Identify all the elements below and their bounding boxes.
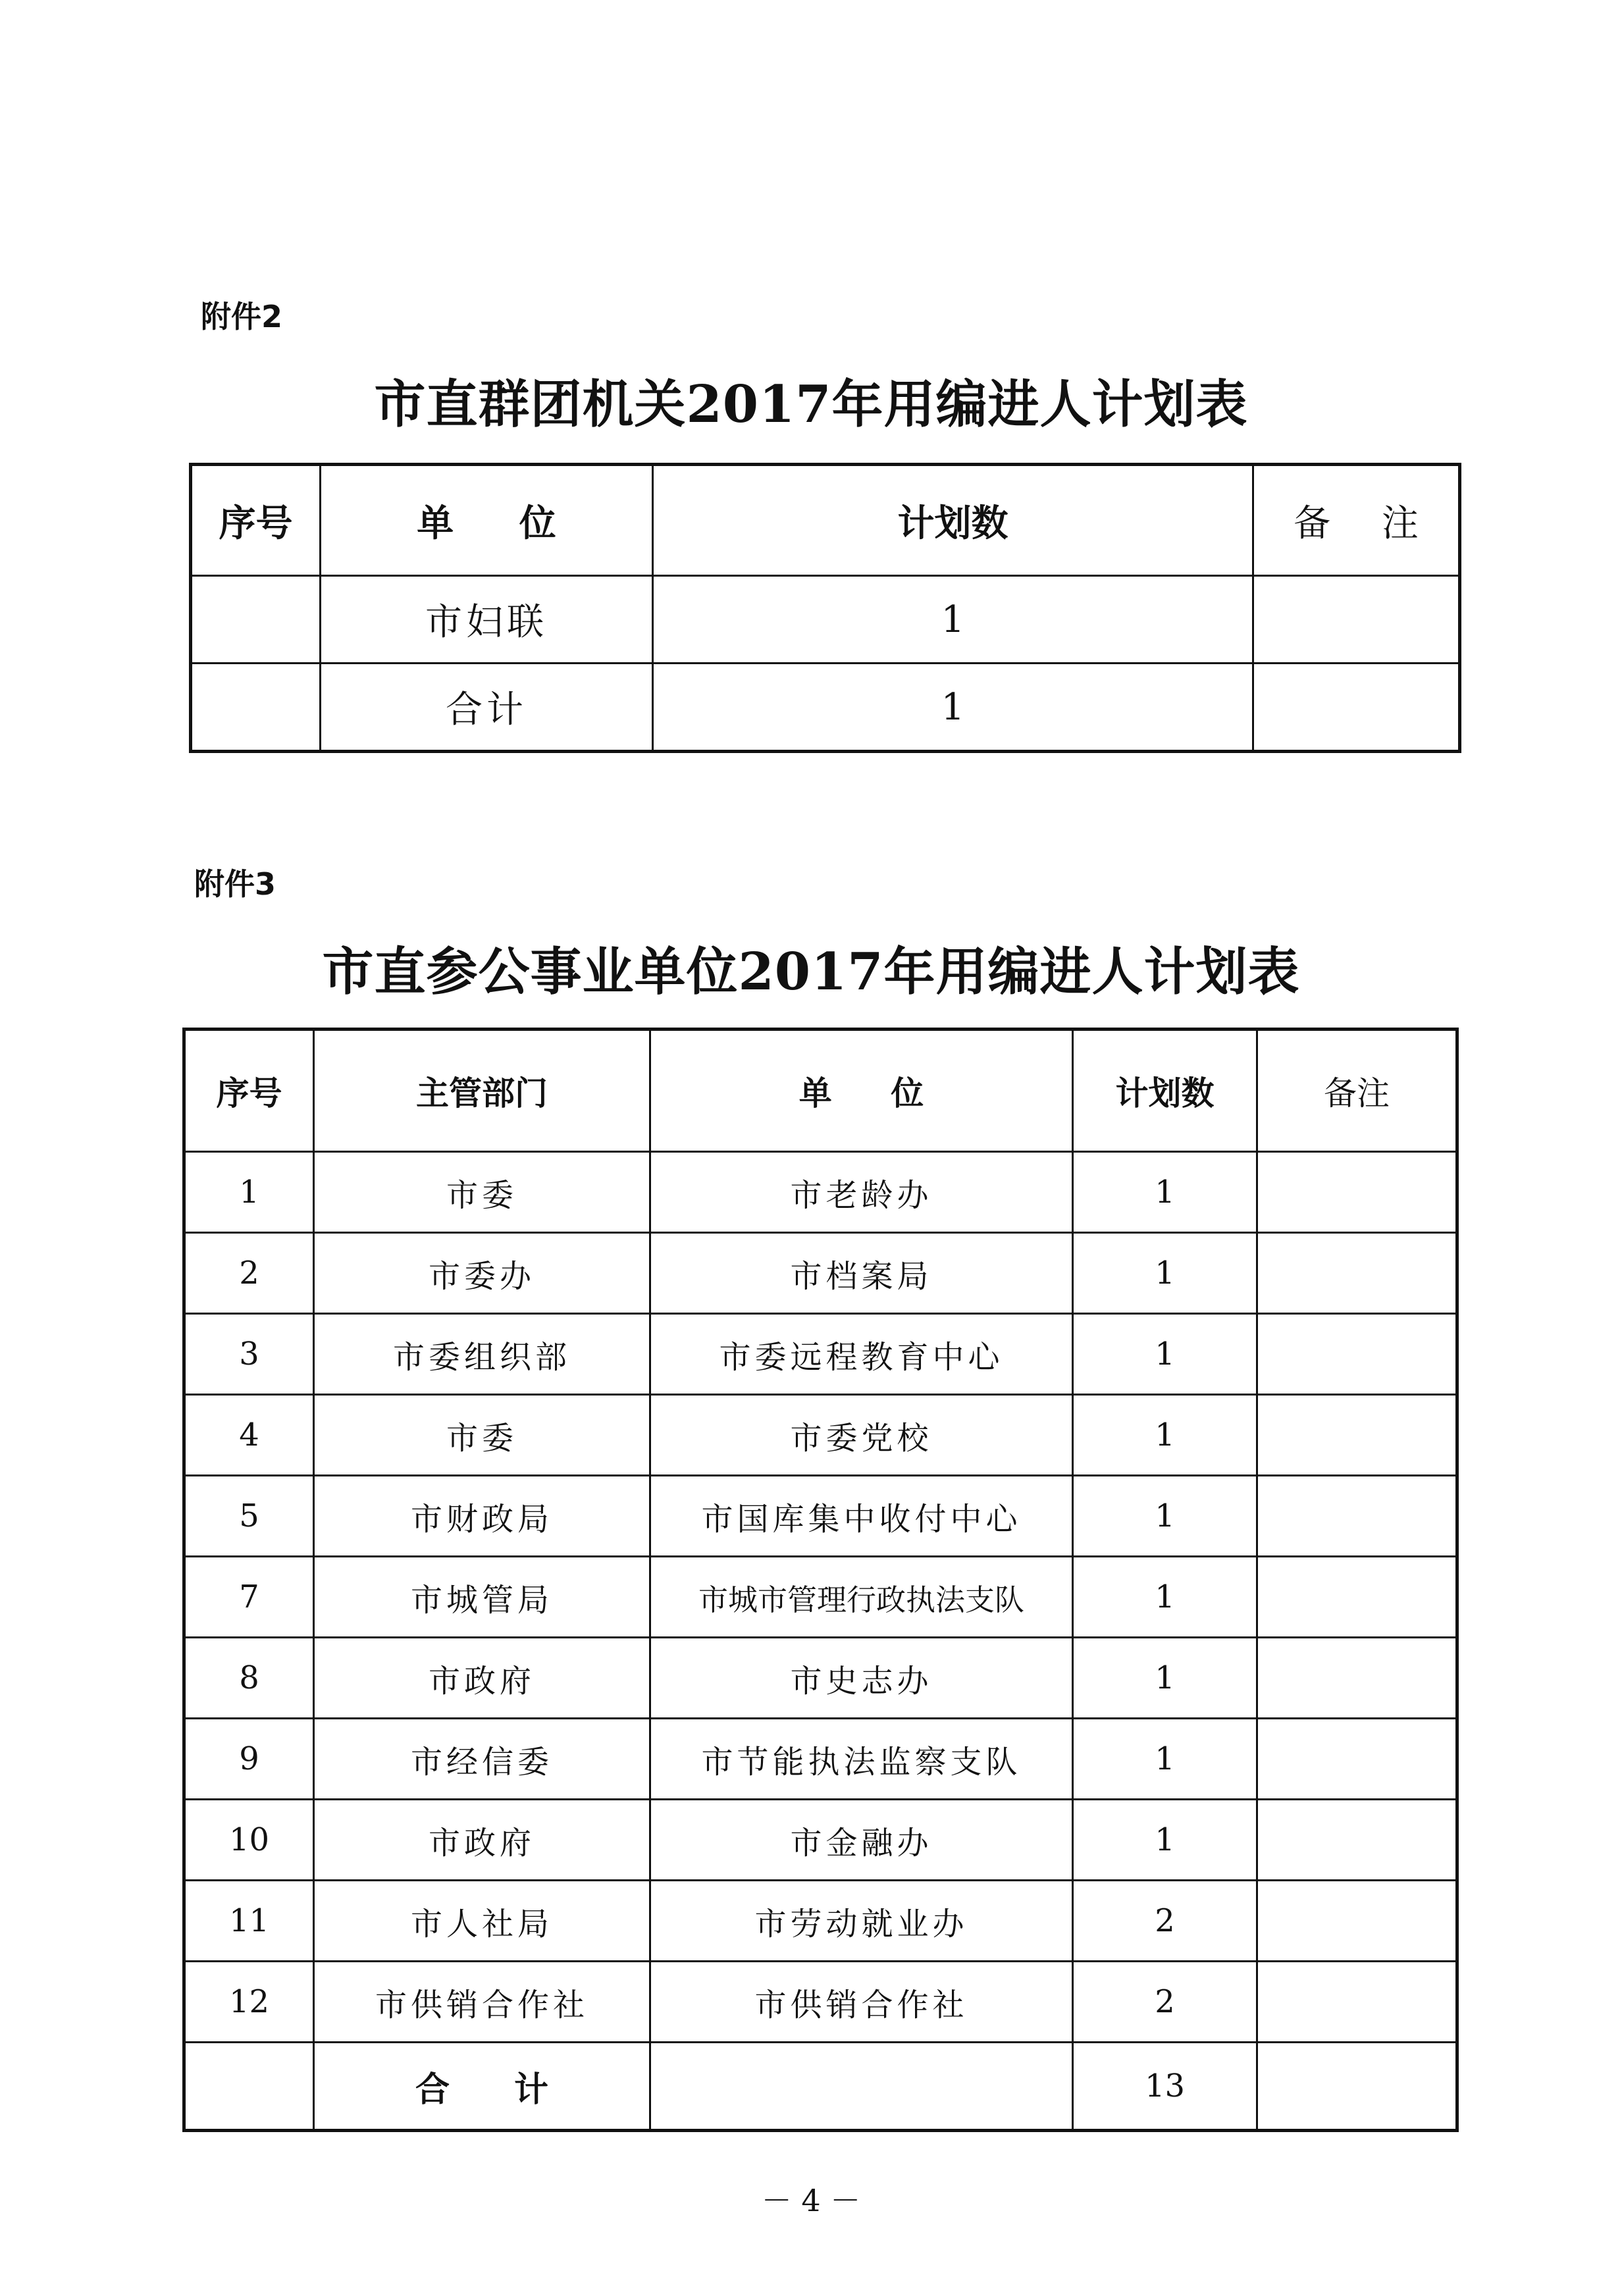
cell-remark xyxy=(1257,1638,1457,1719)
cell-dept: 市城管局 xyxy=(314,1557,650,1638)
cell-dept: 市委 xyxy=(314,1395,650,1476)
cell-remark xyxy=(1257,1800,1457,1881)
cell-remark xyxy=(1257,1152,1457,1233)
header-seq: 序号 xyxy=(184,1030,314,1152)
cell-unit: 市老龄办 xyxy=(650,1152,1073,1233)
cell-seq: 1 xyxy=(184,1152,314,1233)
table-row xyxy=(184,1557,1457,1638)
cell-unit: 市城市管理行政执法支队 xyxy=(650,1557,1073,1638)
table-row xyxy=(184,1962,1457,2043)
cell-dept: 市政府 xyxy=(314,1800,650,1881)
attachment-3-table xyxy=(182,1028,1459,2132)
cell-remark xyxy=(1257,1881,1457,1962)
cell-plan: 1 xyxy=(1073,1476,1257,1557)
table-row xyxy=(184,1800,1457,1881)
cell-seq xyxy=(191,576,321,664)
cell-remark xyxy=(1257,1233,1457,1314)
cell-plan: 1 xyxy=(1073,1800,1257,1881)
table-row xyxy=(184,1719,1457,1800)
cell-remark xyxy=(1257,1719,1457,1800)
cell-unit xyxy=(650,2043,1073,2131)
cell-unit: 市金融办 xyxy=(650,1800,1073,1881)
cell-unit: 市节能执法监察支队 xyxy=(650,1719,1073,1800)
cell-remark xyxy=(1257,1395,1457,1476)
cell-seq: 2 xyxy=(184,1233,314,1314)
cell-plan: 2 xyxy=(1073,1881,1257,1962)
cell-dept: 市委办 xyxy=(314,1233,650,1314)
attachment-2-table xyxy=(189,463,1461,753)
table-row-total xyxy=(191,664,1460,752)
cell-dept: 市人社局 xyxy=(314,1881,650,1962)
cell-seq: 11 xyxy=(184,1881,314,1962)
cell-seq: 9 xyxy=(184,1719,314,1800)
cell-plan: 1 xyxy=(1073,1557,1257,1638)
cell-seq: 7 xyxy=(184,1557,314,1638)
cell-unit: 市档案局 xyxy=(650,1233,1073,1314)
header-unit: 单 位 xyxy=(650,1030,1073,1152)
cell-seq: 4 xyxy=(184,1395,314,1476)
table-row xyxy=(184,1638,1457,1719)
cell-plan: 1 xyxy=(1073,1233,1257,1314)
cell-remark xyxy=(1253,664,1460,752)
header-plan: 计划数 xyxy=(653,465,1253,576)
cell-plan: 1 xyxy=(1073,1314,1257,1395)
cell-seq: 3 xyxy=(184,1314,314,1395)
table-row xyxy=(184,1152,1457,1233)
attachment-3-title: 市直参公事业单位2017年用编进人计划表 xyxy=(322,942,1300,1002)
cell-dept: 市政府 xyxy=(314,1638,650,1719)
cell-dept: 市供销合作社 xyxy=(314,1962,650,2043)
cell-remark xyxy=(1257,1476,1457,1557)
cell-unit: 市供销合作社 xyxy=(650,1962,1073,2043)
cell-unit: 市委远程教育中心 xyxy=(650,1314,1073,1395)
table-row-total xyxy=(184,2043,1457,2131)
cell-unit: 市劳动就业办 xyxy=(650,1881,1073,1962)
table-row xyxy=(184,1881,1457,1962)
attachment-2-title: 市直群团机关2017年用编进人计划表 xyxy=(374,375,1248,434)
cell-seq: 10 xyxy=(184,1800,314,1881)
header-remark: 备注 xyxy=(1257,1030,1457,1152)
cell-plan: 1 xyxy=(653,664,1253,752)
cell-seq: 8 xyxy=(184,1638,314,1719)
total-label: 合 计 xyxy=(314,2043,650,2131)
cell-plan: 1 xyxy=(1073,1719,1257,1800)
cell-unit: 市委党校 xyxy=(650,1395,1073,1476)
cell-dept: 市委 xyxy=(314,1152,650,1233)
cell-dept: 市财政局 xyxy=(314,1476,650,1557)
cell-remark xyxy=(1257,2043,1457,2131)
header-plan: 计划数 xyxy=(1073,1030,1257,1152)
cell-unit: 市妇联 xyxy=(321,576,653,664)
header-unit: 单 位 xyxy=(321,465,653,576)
cell-plan: 1 xyxy=(1073,1638,1257,1719)
table-row xyxy=(184,1233,1457,1314)
cell-remark xyxy=(1253,576,1460,664)
table-row xyxy=(191,576,1460,664)
cell-seq xyxy=(184,2043,314,2131)
table-header-row xyxy=(184,1030,1457,1152)
table-row xyxy=(184,1476,1457,1557)
cell-remark xyxy=(1257,1314,1457,1395)
table-header-row xyxy=(191,465,1460,576)
table-row xyxy=(184,1395,1457,1476)
page-number: － 4 － xyxy=(761,2183,861,2218)
header-dept: 主管部门 xyxy=(314,1030,650,1152)
cell-unit: 市史志办 xyxy=(650,1638,1073,1719)
cell-seq xyxy=(191,664,321,752)
cell-dept: 市委组织部 xyxy=(314,1314,650,1395)
cell-unit: 合计 xyxy=(321,664,653,752)
cell-dept: 市经信委 xyxy=(314,1719,650,1800)
cell-seq: 5 xyxy=(184,1476,314,1557)
header-seq: 序号 xyxy=(191,465,321,576)
cell-plan: 2 xyxy=(1073,1962,1257,2043)
total-plan: 13 xyxy=(1073,2043,1257,2131)
cell-unit: 市国库集中收付中心 xyxy=(650,1476,1073,1557)
attachment-2-label: 附件2 xyxy=(201,299,283,334)
attachment-3-label: 附件3 xyxy=(194,866,276,902)
cell-plan: 1 xyxy=(1073,1152,1257,1233)
cell-plan: 1 xyxy=(653,576,1253,664)
table-row xyxy=(184,1314,1457,1395)
cell-seq: 12 xyxy=(184,1962,314,2043)
header-remark: 备 注 xyxy=(1253,465,1460,576)
cell-plan: 1 xyxy=(1073,1395,1257,1476)
cell-remark xyxy=(1257,1962,1457,2043)
cell-remark xyxy=(1257,1557,1457,1638)
